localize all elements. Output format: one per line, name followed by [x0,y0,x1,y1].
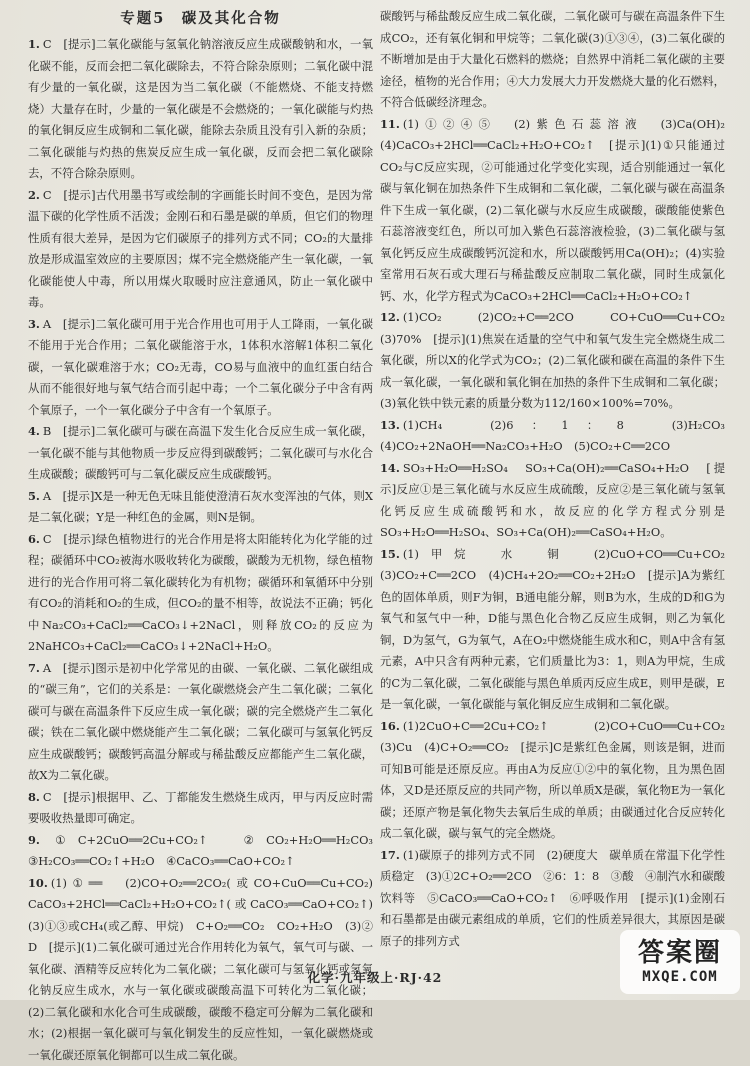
answer-item [28,787,373,830]
answer-number: 13. [380,418,400,432]
answer-number: 11. [380,117,400,131]
answer-text: (1)甲烷 水 铜 (2)CuO+CO══Cu+CO₂ (3)CO₂+C══2CO (4)CH₄+2O₂══CO₂+2H₂O [提示]A为紫红色的固体单质，则F为铜，B通电能分解，则B为水，生成的D和G为氧气和氢气中一种，D能与黑色化合物乙反应生成铜，则乙为氧化铜，D为氢气，G为氧气，A在O₂中燃烧能生成水和C，则A中含有氢元素，A中只含有两种元素，它们质量比为3：1，则A为甲烷，生成的C为二氧化碳，二氧化碳能与黑色单质丙反应生成E，则甲是碳，E是一氧化碳，一氧化碳能与氧化铜反应生成铜和二氧化碳。 [380,547,736,712]
answer-number: 6. [28,532,40,546]
answer-item [380,114,725,308]
answer-number: 7. [28,661,40,675]
answer-number: 4. [28,424,40,438]
answer-number: 14. [380,461,400,475]
answer-number: 15. [380,547,400,561]
answer-text: C [提示]绿色植物进行的光合作用是将太阳能转化为化学能的过程；碳循环中CO₂被海水吸收转化为碳酸，碳酸为无机物，绿色植物进行的光合作用可将二氧化碳转化为有机物；碳循环和氧循环中分别有CO₂的消耗和O₂的生成，但CO₂的量不相等，故说法不正确；钙化中Na₂CO₃+CaCl₂══CaCO₃↓+2NaCl，则释放CO₂的反应为2NaHCO₃+CaCl₂══CaCO₃↓+2NaCl+H₂O。 [28,532,373,654]
answer-item [380,544,725,716]
answer-number: 17. [380,848,400,862]
answer-text: A [提示]X是一种无色无味且能使澄清石灰水变浑浊的气体，则X是二氧化碳；Y是一种红色的金属，则N是铜。 [28,489,373,525]
answer-item [28,830,373,873]
answer-item [380,716,725,845]
right-column [380,6,725,952]
answer-item [28,486,373,529]
watermark-logo [620,930,740,994]
answer-number: 5. [28,489,40,503]
answer-number: 3. [28,317,40,331]
right-answer-list [380,6,725,952]
answer-text: (1)碳原子的排列方式不同 (2)硬度大 碳单质在常温下化学性质稳定 (3)①2C+O₂══2CO ②6：1：8 ③酸 ④制汽水和碳酸饮料等 ⑤CaCO₃══CaO+CO₂↑ ⑥呼吸作用 [提示](1)金刚石和石墨都是由碳元素组成的单质，它们的性质差异很大，其原因是碳原子的排列方式 [380,848,725,948]
answer-text: (1)2CuO+C══2Cu+CO₂↑ (2)CO+CuO══Cu+CO₂ (3)Cu (4)C+O₂══CO₂ [提示]C是紫红色金属，则该是铜，进而可知B可能是还原反应。再由A为反应①②中的氧化物，且为黑色固体，又D是还原反应的共同产物，所以单质X是碳，氧化物E为一氧化碳；还原产物是氧化物失去氧后生成的单质；由碳通过化合反应转化成二氧化碳，碳与氧气的完全燃烧。 [380,719,736,841]
answer-text: B [提示]二氧化碳可与碳在高温下发生化合反应生成一氧化碳，一氧化碳不能与其他物质一步反应得到碳酸钙；二氧化碳可与水化合生成碳酸；碳酸钙可与二氧化碳反应生成碳酸钙。 [28,424,373,481]
section-title: 专题5 碳及其化合物 [28,6,373,32]
answer-number: 1. [28,37,40,51]
answer-number: 9. [28,833,40,847]
answer-item [28,658,373,787]
answer-number: 8. [28,790,40,804]
answer-text: (1)CO₂ (2)CO₂+C══2CO CO+CuO══Cu+CO₂ (3)70% [提示](1)焦炭在适量的空气中和氧气发生完全燃烧生成二氧化碳，所以X的化学式为CO₂；(2)二氧化碳和碳在高温的条件下生成一氧化碳，一氧化碳和氧化铜在加热的条件下生成铜和二氧化碳；(3)氧化铁中铁元素的质量分数为112/160×100%=70%。 [380,310,736,410]
answer-number: 2. [28,188,40,202]
answer-text: (1)CH₄ (2)6：1：8 (3)H₂CO₃ (4)CO₂+2NaOH══Na₂CO₃+H₂O (5)CO₂+C══2CO [380,418,736,454]
answer-text: (1)①══ (2)CO+O₂══2CO₂(或CO+CuO══Cu+CO₂) CaCO₃+2HCl══CaCl₂+H₂O+CO₂↑(或CaCO₃══CaO+CO₂↑) (3)①③或CH₄(或乙醇、甲烷) C+O₂══CO₂ CO₂+H₂O (3)② D [提示](1)二氧化碳可通过光合作用转化为氧气，氧气可与碳、一氧化碳、酒精等反应转化为二氧化碳；二氧化碳可与氢氧化钙或氢氧化钠反应生成水，水与一氧化碳或碳酸高温下可转化为二氧化碳；(2)二氧化碳和水化合可生成碳酸，碳酸不稳定可分解为二氧化碳和水；(2)根据一氧化碳可与氧化铜发生的反应性知，一氧化碳燃烧或一氧化碳还原氧化铜都可以生成二氧化碳。 [28,876,384,1062]
answer-item [380,307,725,415]
answer-item [28,34,373,185]
answer-text: C [提示]古代用墨书写或绘制的字画能长时间不变色，是因为常温下碳的化学性质不活泼；金刚石和石墨是碳的单质，但它们的物理性质有很大差异，是因为它们碳原子的排列方式不同；CO₂的大量排放是形成温室效应的主要原因；煤不完全燃烧能产生一氧化碳，一氧化碳能使人中毒，所以用煤火取暖时应注意通风，防止一氧化碳中毒。 [28,188,373,310]
answer-item [380,6,725,114]
watermark-en: MXQE.COM [642,968,717,986]
answer-item [28,314,373,422]
answer-number: 12. [380,310,400,324]
answer-text: C [提示]根据甲、乙、丁都能发生燃烧生成丙，甲与丙反应时需要吸收热量即可确定。 [28,790,373,826]
answer-number: 10. [28,876,48,890]
answer-text: C [提示]二氧化碳能与氢氧化钠溶液反应生成碳酸钠和水，一氧化碳不能，反而会把二氧化碳除去，不符合除杂原则；二氧化碳中混有少量的一氧化碳，这是因为当二氧化碳（不能燃烧、不能支持燃烧）大量存在时，少量的一氧化碳是不会燃烧的；一氧化碳能与灼热的氧化铜反应生成铜和二氧化碳，能除去杂质且没有引入新的杂质；二氧化碳能与灼热的焦炭反应生成一氧化碳，反而会把二氧化碳除去，不符合除杂原则。 [28,37,373,180]
left-answer-list [28,34,373,1066]
answer-text: A [提示]图示是初中化学常见的由碳、一氧化碳、二氧化碳组成的“碳三角”，它们的关系是：一氧化碳燃烧会产生二氧化碳；二氧化碳可与碳在高温条件下反应生成一氧化碳；碳的完全燃烧产生二氧化碳；铁在二氧化碳中燃烧能产生二氧化碳；二氧化碳可与氢氧化钙反应生成碳酸钙；碳酸钙高温分解或与稀盐酸反应都能产生二氧化碳，故X为二氧化碳。 [28,661,373,783]
answer-item [28,529,373,658]
left-column [28,6,373,1066]
answer-item [380,458,725,544]
watermark-cn: 答案圈 [638,938,722,968]
answer-item [28,185,373,314]
answer-number: 16. [380,719,400,733]
answer-text: 碳酸钙与稀盐酸反应生成二氧化碳，二氧化碳可与碳在高温条件下生成CO₂，还有氧化铜和甲烷等；二氧化碳(3)①③④，(3)二氧化碳的不断增加是由于大量化石燃料的燃烧；自然界中消耗二氧化碳的主要途径，植物的光合作用；④大力发展大力开发燃烧大量的化石燃料，不符合低碳经济理念。 [380,9,725,109]
page-footer: 化学·九年级上·RJ·42 [0,968,750,986]
answer-text: (1)①②④⑤ (2)紫色石蕊溶液 (3)Ca(OH)₂ (4)CaCO₃+2HCl══CaCl₂+H₂O+CO₂↑ [提示](1)①只能通过CO₂与C反应实现，②可能通过化学变化实现，适合别能通过一氧化碳与氧化铜在加热条件下生成铜和二氧化碳，二氧化碳与碳在高温条件下生成一氧化碳，(2)二氧化碳与水反应生成碳酸，碳酸能使紫色石蕊溶液变红色，所以可加入紫色石蕊溶液检验，(3)二氧化碳与氢氧化钙反应生成碳酸钙沉淀和水，所以碳酸钙用Ca(OH)₂；(4)实验室常用石灰石或大理石与稀盐酸反应制取二氧化碳，同时生成氯化钙、水，化学方程式为CaCO₃+2HCl══CaCl₂+H₂O+CO₂↑ [380,117,736,303]
answer-text: A [提示]二氧化碳可用于光合作用也可用于人工降雨，一氧化碳不能用于光合作用；二氧化碳能溶于水，1体积水溶解1体积二氧化碳，一氧化碳难溶于水；CO₂无毒，CO易与血液中的血红蛋白结合从而不能很好地与氧气结合而引起中毒；一个二氧化碳分子中含有两个氧原子，一个一氧化碳分子中含有一个氧原子。 [28,317,373,417]
answer-item [28,421,373,486]
answer-text: SO₃+H₂O══H₂SO₄ SO₃+Ca(OH)₂══CaSO₄+H₂O [提示]反应①是三氧化硫与水反应生成硫酸，反应②是三氧化硫与氢氧化钙反应生成硫酸钙和水，故反应的化学方程式分别是SO₃+H₂O══H₂SO₄、SO₃+Ca(OH)₂══CaSO₄+H₂O。 [380,461,725,540]
answer-text: ①C+2CuO══2Cu+CO₂↑ ②CO₂+H₂O══H₂CO₃ ③H₂CO₃══CO₂↑+H₂O ④CaCO₃══CaO+CO₂↑ [28,833,384,869]
answer-item [380,415,725,458]
